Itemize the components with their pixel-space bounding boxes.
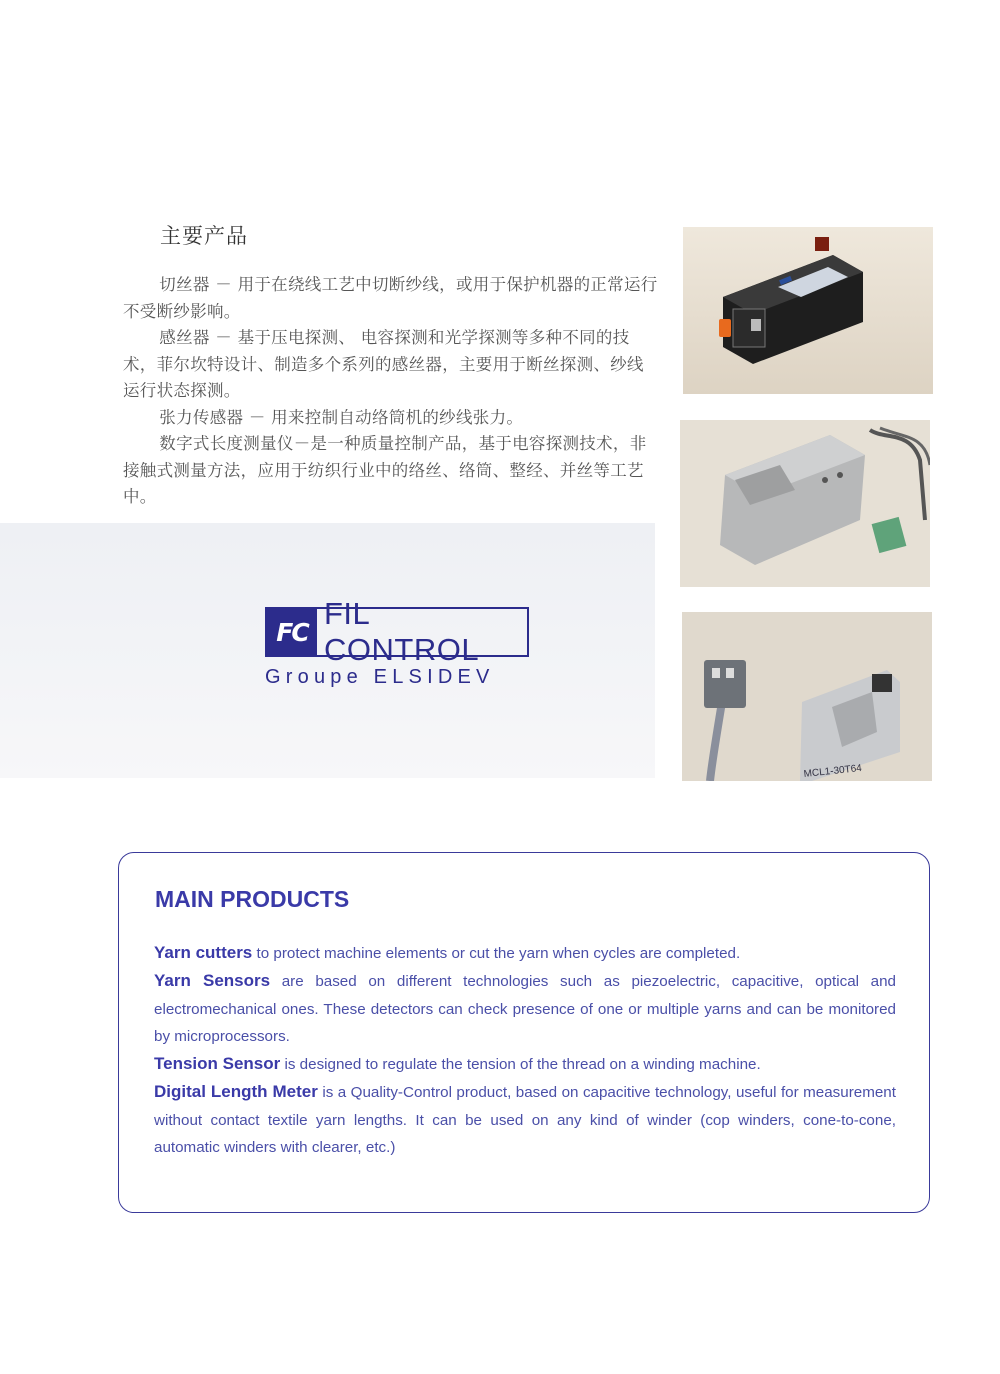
cn-paragraph-yarn-cutter: 切丝器 － 用于在绕线工艺中切断纱线，或用于保护机器的正常运行不受断纱影响。 xyxy=(123,275,658,321)
length-meter-photo xyxy=(682,612,932,781)
en-body-text xyxy=(154,939,896,1161)
cn-body-text xyxy=(123,272,658,511)
en-item-yarn-cutters: Yarn cutters to protect machine elements or cut the yarn when cycles are completed. xyxy=(154,943,741,962)
en-item-tension-sensor: Tension Sensor is designed to regulate the tension of the thread on a winding machine. xyxy=(154,1054,761,1074)
en-section-title: MAIN PRODUCTS xyxy=(155,886,350,912)
en-item-length-meter: Digital Length Meter is a Quality-Control product, based on capacitive technology, useful for measurement without contact textile yarn lengths. It can be used on any kind of winder (cop winders, cone-to-cone, automatic winders with clearer, etc.) xyxy=(154,1082,896,1157)
cn-paragraph-yarn-sensor: 感丝器 － 基于压电探测、 电容探测和光学探测等多种不同的技术，菲尔坎特设计、制造多个系列的感丝器，主要用于断丝探测、纱线运行状态探测。 xyxy=(123,328,644,400)
cn-paragraph-length-meter: 数字式长度测量仪－是一种质量控制产品，基于电容探测技术，非接触式测量方法，应用于纺织行业中的络丝、络筒、整经、并丝等工艺中。 xyxy=(123,434,647,506)
fc-mark: FC xyxy=(267,609,317,655)
logo-name: FIL CONTROL xyxy=(324,596,480,667)
logo-group: Groupe ELSIDEV xyxy=(265,666,495,688)
en-item-yarn-sensors: Yarn Sensors are based on different technologies such as piezoelectric, capacitive, optical and electromechanical ones. These detectors can check presence of one or multiple yarns and can be monitored by microprocessors. xyxy=(154,971,896,1045)
yarn-sensor-photo xyxy=(680,420,930,587)
yarn-cutter-photo xyxy=(683,227,933,394)
length-meter-label: MCL1-30T64 xyxy=(803,762,863,780)
cn-paragraph-tension-sensor: 张力传感器 － 用来控制自动络筒机的纱线张力。 xyxy=(159,407,524,427)
fil-control-logo xyxy=(265,596,529,689)
logo-box xyxy=(265,596,529,667)
cn-section-title: 主要产品 xyxy=(160,224,248,248)
